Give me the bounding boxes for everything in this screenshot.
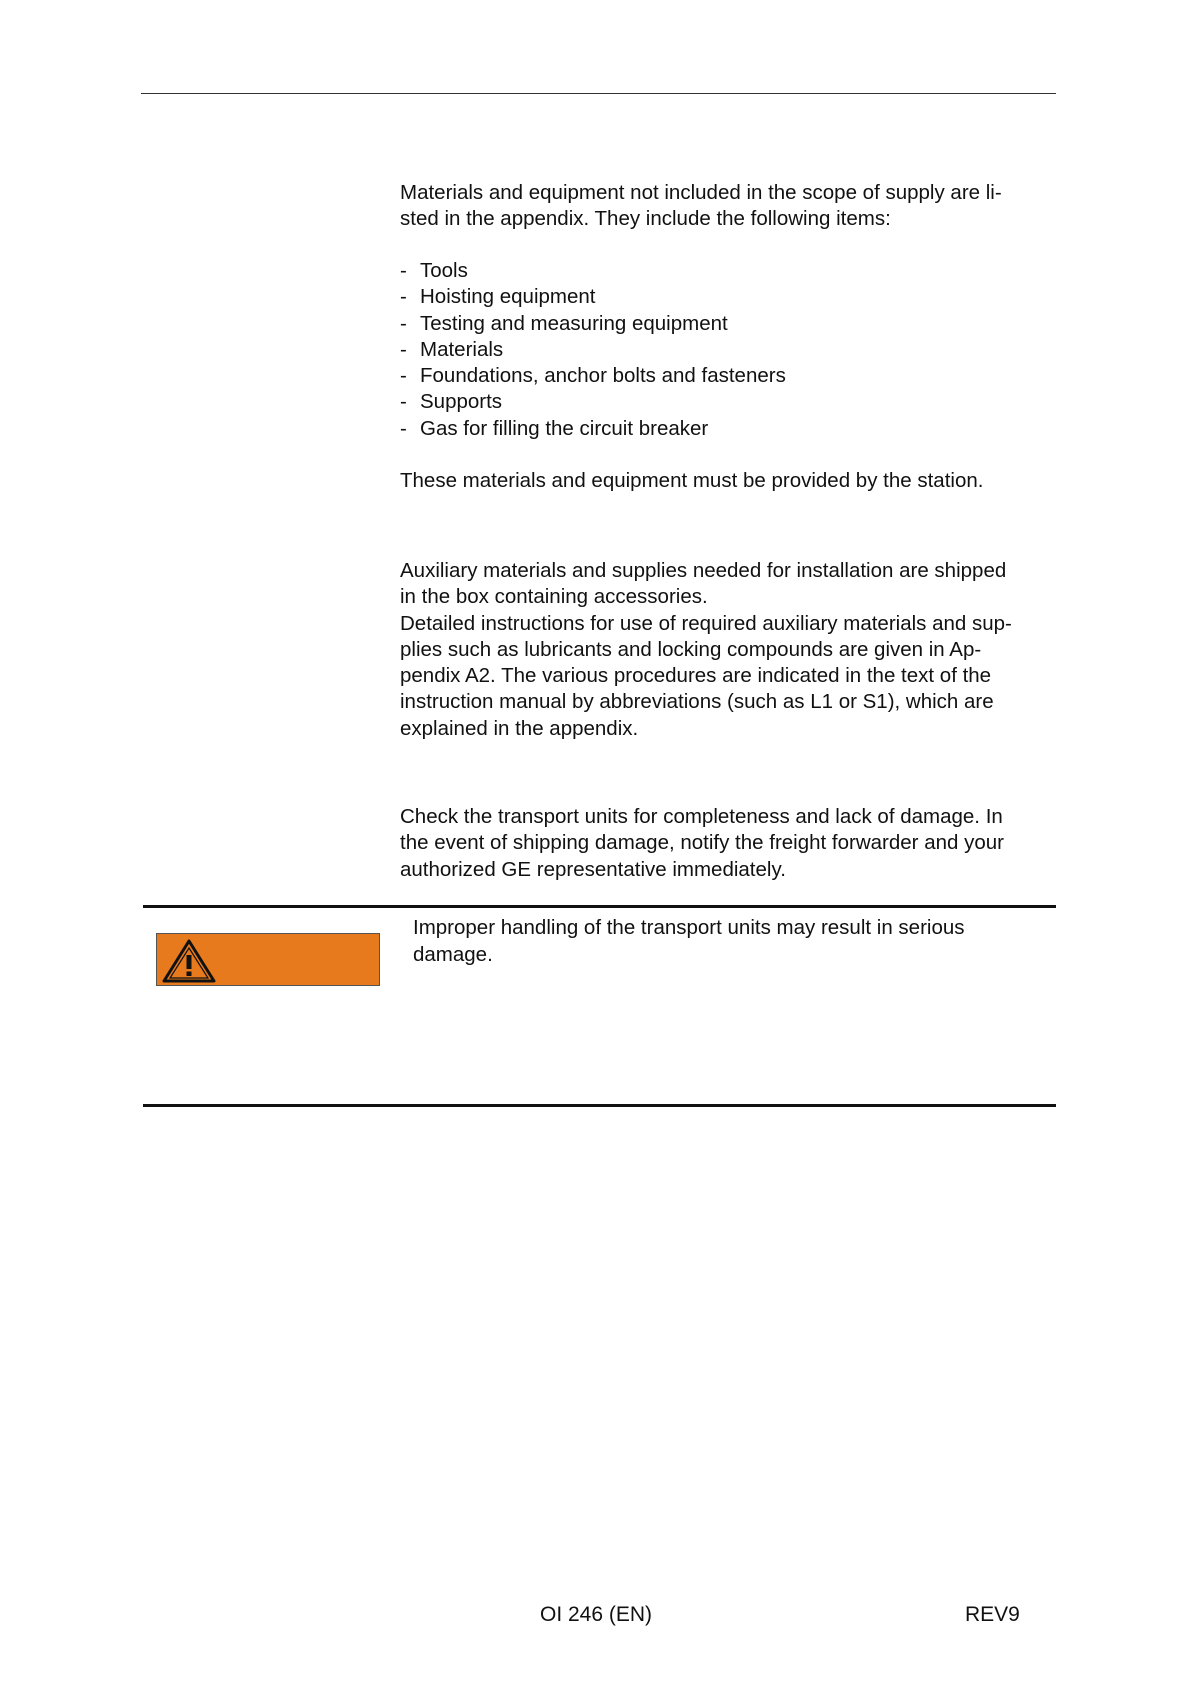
header-rule [141, 93, 1056, 94]
safety-notice-bottom-rule [143, 1104, 1056, 1107]
list-item: - Materials [400, 337, 504, 361]
warning-triangle-icon [161, 938, 217, 984]
list-item: - Gas for filling the circuit breaker [400, 416, 709, 440]
transport-check-paragraph: Check the transport units for completeness and lack of damage. In the event of shipping damage, notify the freight forwarder and your authorized GE representative immediately. [400, 805, 1004, 881]
warning-label-box [156, 933, 380, 986]
excluded-items-list [400, 258, 1056, 442]
list-item: - Hoisting equipment [400, 285, 596, 309]
list-item: - Tools [400, 259, 468, 282]
safety-notice-text: Improper handling of the transport units may result in serious damage. [413, 916, 965, 966]
list-item: - Foundations, anchor bolts and fasteners [400, 364, 786, 388]
list-item: - Supports [400, 390, 503, 414]
list-item: - Testing and measuring equipment [400, 311, 728, 335]
footer-document-id: OI 246 (EN) [540, 1603, 653, 1626]
safety-notice-top-rule [143, 905, 1056, 908]
intro-paragraph: Materials and equipment not included in the scope of supply are li- sted in the appendix. They include the following items: [400, 181, 1002, 231]
station-note: These materials and equipment must be provided by the station. [400, 469, 984, 492]
footer-revision: REV9 [965, 1603, 1020, 1626]
auxiliary-materials-paragraph: Auxiliary materials and supplies needed for installation are shipped in the box containing accessories. Detailed instructions for use of required auxiliary materials and sup- plies such as lubricants and locking compounds are given in Ap- pendix A2. The various procedures are indicated in the text of the instruction manual by abbreviations (such as L1 or S1), which are explained in the appendix. [400, 559, 1012, 740]
